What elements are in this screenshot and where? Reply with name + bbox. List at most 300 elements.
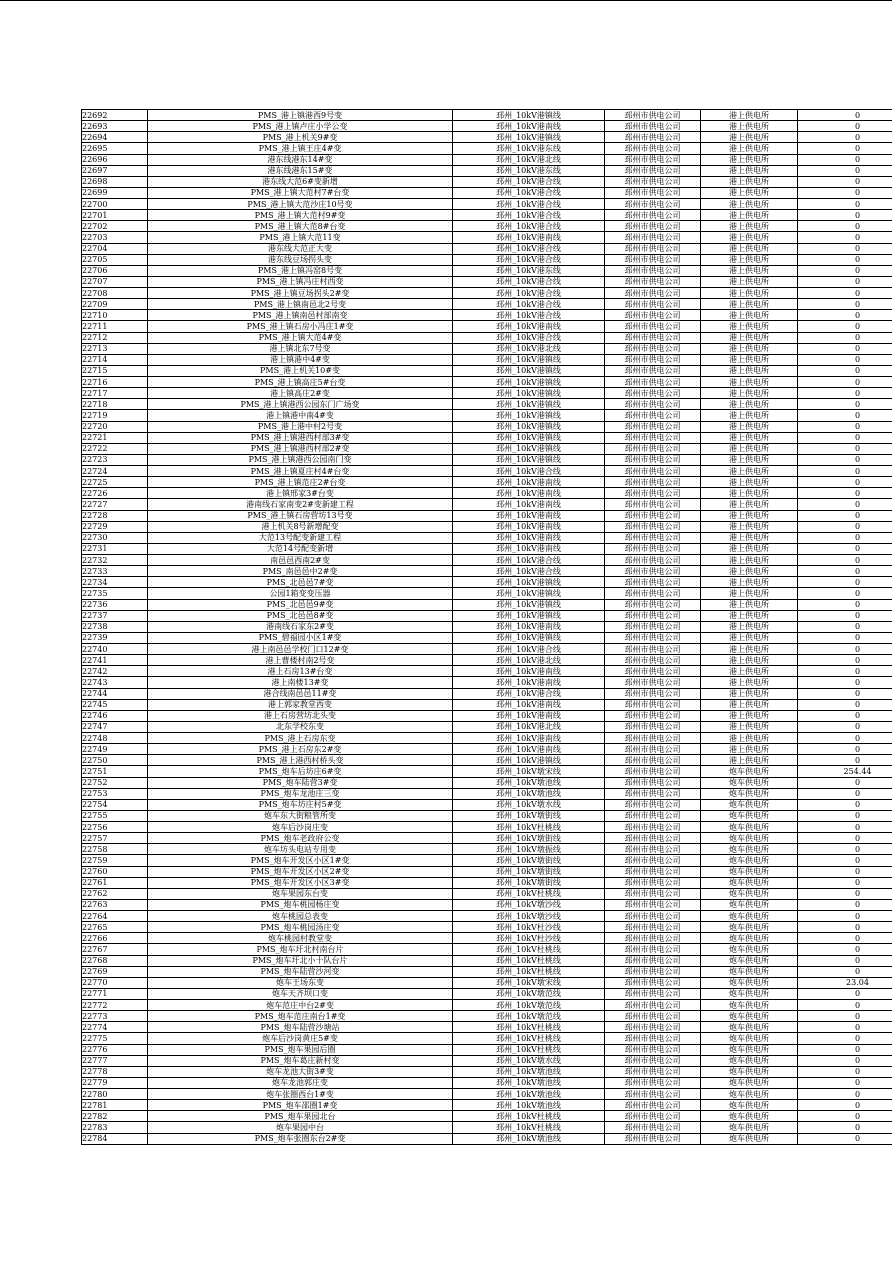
feeder-line-cell: 邳州_10kV墩沙线 bbox=[453, 899, 605, 910]
value-cell: 0 bbox=[798, 377, 892, 388]
feeder-line-cell: 邳州_10kV港北线 bbox=[453, 343, 605, 354]
feeder-line-cell: 邳州_10kV港合线 bbox=[453, 254, 605, 265]
station-cell: 港上供电所 bbox=[701, 632, 798, 643]
row-id-cell: 22723 bbox=[82, 454, 148, 465]
transformer-name-cell: 炮车坊头电站专用变 bbox=[148, 844, 453, 855]
row-id-cell: 22784 bbox=[82, 1133, 148, 1144]
value-cell: 0 bbox=[798, 1044, 892, 1055]
table-row bbox=[82, 154, 892, 165]
feeder-line-cell: 邳州_10kV港合线 bbox=[453, 176, 605, 187]
transformer-name-cell: 港上镇邢家3#台变 bbox=[148, 488, 453, 499]
transformer-name-cell: 大范14号配变新增 bbox=[148, 543, 453, 554]
value-cell: 0 bbox=[798, 855, 892, 866]
transformer-name-cell: 炮车桃园总表变 bbox=[148, 911, 453, 922]
value-cell: 0 bbox=[798, 833, 892, 844]
transformer-name-cell: 炮车龙池大街3#变 bbox=[148, 1066, 453, 1077]
table-row bbox=[82, 443, 892, 454]
transformer-name-cell: PMS_港上镇南邑北2号变 bbox=[148, 299, 453, 310]
transformer-name-cell: 炮车东大街粮管所变 bbox=[148, 810, 453, 821]
feeder-line-cell: 邳州_10kV港合线 bbox=[453, 288, 605, 299]
row-id-cell: 22752 bbox=[82, 777, 148, 788]
value-cell: 0 bbox=[798, 1133, 892, 1144]
value-cell: 0 bbox=[798, 165, 892, 176]
value-cell: 0 bbox=[798, 632, 892, 643]
company-cell: 邳州市供电公司 bbox=[605, 232, 701, 243]
station-cell: 炮车供电所 bbox=[701, 810, 798, 821]
station-cell: 炮车供电所 bbox=[701, 988, 798, 999]
value-cell: 0 bbox=[798, 110, 892, 121]
row-id-cell: 22711 bbox=[82, 321, 148, 332]
company-cell: 邳州市供电公司 bbox=[605, 254, 701, 265]
company-cell: 邳州市供电公司 bbox=[605, 844, 701, 855]
table-row bbox=[82, 855, 892, 866]
company-cell: 邳州市供电公司 bbox=[605, 121, 701, 132]
feeder-line-cell: 邳州_10kV港合线 bbox=[453, 221, 605, 232]
value-cell: 0 bbox=[798, 555, 892, 566]
transformer-name-cell: PMS_港上镇港西村部3#变 bbox=[148, 432, 453, 443]
value-cell: 0 bbox=[798, 210, 892, 221]
station-cell: 港上供电所 bbox=[701, 443, 798, 454]
table-row bbox=[82, 454, 892, 465]
station-cell: 港上供电所 bbox=[701, 388, 798, 399]
station-cell: 港上供电所 bbox=[701, 243, 798, 254]
row-id-cell: 22742 bbox=[82, 666, 148, 677]
transformer-name-cell: PMS_炮车果园后圈 bbox=[148, 1044, 453, 1055]
feeder-line-cell: 邳州_10kV港镇线 bbox=[453, 421, 605, 432]
transformer-name-cell: 港上南邑邑学校门口12#变 bbox=[148, 644, 453, 655]
transformer-name-cell: PMS_炮车后坊庄6#变 bbox=[148, 766, 453, 777]
value-cell: 0 bbox=[798, 265, 892, 276]
station-cell: 港上供电所 bbox=[701, 466, 798, 477]
table-row bbox=[82, 488, 892, 499]
company-cell: 邳州市供电公司 bbox=[605, 1044, 701, 1055]
station-cell: 炮车供电所 bbox=[701, 1011, 798, 1022]
value-cell: 0 bbox=[798, 299, 892, 310]
company-cell: 邳州市供电公司 bbox=[605, 1055, 701, 1066]
table-row bbox=[82, 1077, 892, 1088]
company-cell: 邳州市供电公司 bbox=[605, 210, 701, 221]
station-cell: 炮车供电所 bbox=[701, 799, 798, 810]
company-cell: 邳州市供电公司 bbox=[605, 388, 701, 399]
transformer-name-cell: PMS_炮车桃园汤庄变 bbox=[148, 922, 453, 933]
feeder-line-cell: 邳州_10kV港镇线 bbox=[453, 599, 605, 610]
row-id-cell: 22709 bbox=[82, 299, 148, 310]
transformer-name-cell: PMS_炮车陆营沙河变 bbox=[148, 966, 453, 977]
transformer-name-cell: PMS_港上镇豆场拐头2#变 bbox=[148, 288, 453, 299]
row-id-cell: 22758 bbox=[82, 844, 148, 855]
value-cell: 0 bbox=[798, 1122, 892, 1133]
feeder-line-cell: 邳州_10kV港镇线 bbox=[453, 443, 605, 454]
value-cell: 0 bbox=[798, 365, 892, 376]
row-id-cell: 22708 bbox=[82, 288, 148, 299]
row-id-cell: 22727 bbox=[82, 499, 148, 510]
station-cell: 港上供电所 bbox=[701, 755, 798, 766]
company-cell: 邳州市供电公司 bbox=[605, 799, 701, 810]
row-id-cell: 22760 bbox=[82, 866, 148, 877]
transformer-name-cell: PMS_港上镇范庄2#台变 bbox=[148, 477, 453, 488]
table-body bbox=[82, 110, 892, 1145]
row-id-cell: 22767 bbox=[82, 944, 148, 955]
transformer-name-cell: 港上机关8号新增配变 bbox=[148, 521, 453, 532]
company-cell: 邳州市供电公司 bbox=[605, 499, 701, 510]
feeder-line-cell: 邳州_10kV杜桃线 bbox=[453, 1022, 605, 1033]
station-cell: 港上供电所 bbox=[701, 254, 798, 265]
feeder-line-cell: 邳州_10kV港南线 bbox=[453, 744, 605, 755]
row-id-cell: 22759 bbox=[82, 855, 148, 866]
company-cell: 邳州市供电公司 bbox=[605, 610, 701, 621]
company-cell: 邳州市供电公司 bbox=[605, 110, 701, 121]
table-row bbox=[82, 1133, 892, 1144]
row-id-cell: 22730 bbox=[82, 532, 148, 543]
feeder-line-cell: 邳州_10kV港镇线 bbox=[453, 454, 605, 465]
row-id-cell: 22696 bbox=[82, 154, 148, 165]
row-id-cell: 22702 bbox=[82, 221, 148, 232]
value-cell: 0 bbox=[798, 466, 892, 477]
transformer-name-cell: PMS_港上镇港西公园东门广场变 bbox=[148, 399, 453, 410]
value-cell: 0 bbox=[798, 1022, 892, 1033]
value-cell: 0 bbox=[798, 399, 892, 410]
row-id-cell: 22770 bbox=[82, 977, 148, 988]
value-cell: 0 bbox=[798, 922, 892, 933]
table-row bbox=[82, 666, 892, 677]
station-cell: 港上供电所 bbox=[701, 321, 798, 332]
row-id-cell: 22754 bbox=[82, 799, 148, 810]
feeder-line-cell: 邳州_10kV杜沙线 bbox=[453, 933, 605, 944]
value-cell: 0 bbox=[798, 699, 892, 710]
transformer-name-cell: PMS_炮车果园北台 bbox=[148, 1111, 453, 1122]
row-id-cell: 22761 bbox=[82, 877, 148, 888]
company-cell: 邳州市供电公司 bbox=[605, 644, 701, 655]
row-id-cell: 22756 bbox=[82, 822, 148, 833]
station-cell: 炮车供电所 bbox=[701, 1111, 798, 1122]
company-cell: 邳州市供电公司 bbox=[605, 877, 701, 888]
transformer-name-cell: 港东线大范6#变新增 bbox=[148, 176, 453, 187]
value-cell: 0 bbox=[798, 644, 892, 655]
table-row bbox=[82, 844, 892, 855]
transformer-name-cell: PMS_港上镇港西9号变 bbox=[148, 110, 453, 121]
table-row bbox=[82, 276, 892, 287]
table-row bbox=[82, 866, 892, 877]
feeder-line-cell: 邳州_10kV墩范线 bbox=[453, 1011, 605, 1022]
value-cell: 0 bbox=[798, 176, 892, 187]
row-id-cell: 22774 bbox=[82, 1022, 148, 1033]
table-row bbox=[82, 688, 892, 699]
row-id-cell: 22734 bbox=[82, 577, 148, 588]
row-id-cell: 22720 bbox=[82, 421, 148, 432]
table-row bbox=[82, 577, 892, 588]
row-id-cell: 22695 bbox=[82, 143, 148, 154]
company-cell: 邳州市供电公司 bbox=[605, 1011, 701, 1022]
value-cell: 0 bbox=[798, 733, 892, 744]
station-cell: 港上供电所 bbox=[701, 621, 798, 632]
value-cell: 0 bbox=[798, 276, 892, 287]
station-cell: 港上供电所 bbox=[701, 299, 798, 310]
feeder-line-cell: 邳州_10kV港东线 bbox=[453, 265, 605, 276]
transformer-name-cell: PMS_港上镇卢庄小学公变 bbox=[148, 121, 453, 132]
table-row bbox=[82, 833, 892, 844]
company-cell: 邳州市供电公司 bbox=[605, 788, 701, 799]
row-id-cell: 22751 bbox=[82, 766, 148, 777]
feeder-line-cell: 邳州_10kV港南线 bbox=[453, 532, 605, 543]
value-cell: 0 bbox=[798, 488, 892, 499]
value-cell: 0 bbox=[798, 610, 892, 621]
value-cell: 0 bbox=[798, 788, 892, 799]
transformer-name-cell: PMS_炮车龙池庄三变 bbox=[148, 788, 453, 799]
table-row bbox=[82, 1011, 892, 1022]
feeder-line-cell: 邳州_10kV杜桃线 bbox=[453, 1044, 605, 1055]
value-cell: 0 bbox=[798, 432, 892, 443]
row-id-cell: 22719 bbox=[82, 410, 148, 421]
transformer-name-cell: 港合线南邑邑11#变 bbox=[148, 688, 453, 699]
table-row bbox=[82, 365, 892, 376]
row-id-cell: 22718 bbox=[82, 399, 148, 410]
transformer-name-cell: PMS_港上镇石房营坊13号变 bbox=[148, 510, 453, 521]
table-row bbox=[82, 710, 892, 721]
value-cell: 0 bbox=[798, 1100, 892, 1111]
value-cell: 0 bbox=[798, 1000, 892, 1011]
feeder-line-cell: 邳州_10kV墩振线 bbox=[453, 844, 605, 855]
company-cell: 邳州市供电公司 bbox=[605, 1033, 701, 1044]
value-cell: 0 bbox=[798, 410, 892, 421]
transformer-name-cell: 港上镇港中4#变 bbox=[148, 354, 453, 365]
transformer-name-cell: PMS_港上机关10#变 bbox=[148, 365, 453, 376]
station-cell: 炮车供电所 bbox=[701, 1089, 798, 1100]
feeder-line-cell: 邳州_10kV墩街线 bbox=[453, 855, 605, 866]
value-cell: 0 bbox=[798, 543, 892, 554]
station-cell: 港上供电所 bbox=[701, 132, 798, 143]
station-cell: 港上供电所 bbox=[701, 365, 798, 376]
station-cell: 港上供电所 bbox=[701, 644, 798, 655]
row-id-cell: 22694 bbox=[82, 132, 148, 143]
feeder-line-cell: 邳州_10kV港南线 bbox=[453, 510, 605, 521]
table-row bbox=[82, 265, 892, 276]
company-cell: 邳州市供电公司 bbox=[605, 1000, 701, 1011]
table-row bbox=[82, 755, 892, 766]
station-cell: 港上供电所 bbox=[701, 488, 798, 499]
company-cell: 邳州市供电公司 bbox=[605, 221, 701, 232]
company-cell: 邳州市供电公司 bbox=[605, 143, 701, 154]
company-cell: 邳州市供电公司 bbox=[605, 599, 701, 610]
row-id-cell: 22746 bbox=[82, 710, 148, 721]
row-id-cell: 22773 bbox=[82, 1011, 148, 1022]
feeder-line-cell: 邳州_10kV墩宋线 bbox=[453, 766, 605, 777]
company-cell: 邳州市供电公司 bbox=[605, 488, 701, 499]
company-cell: 邳州市供电公司 bbox=[605, 677, 701, 688]
row-id-cell: 22721 bbox=[82, 432, 148, 443]
table-row bbox=[82, 1122, 892, 1133]
value-cell: 0 bbox=[798, 810, 892, 821]
transformer-name-cell: PMS_港上港中村2号变 bbox=[148, 421, 453, 432]
row-id-cell: 22765 bbox=[82, 922, 148, 933]
feeder-line-cell: 邳州_10kV港合线 bbox=[453, 555, 605, 566]
value-cell: 0 bbox=[798, 443, 892, 454]
table-row bbox=[82, 399, 892, 410]
value-cell: 0 bbox=[798, 143, 892, 154]
row-id-cell: 22724 bbox=[82, 466, 148, 477]
transformer-name-cell: PMS_炮车邵圈1#变 bbox=[148, 1100, 453, 1111]
row-id-cell: 22717 bbox=[82, 388, 148, 399]
table-row bbox=[82, 1100, 892, 1111]
company-cell: 邳州市供电公司 bbox=[605, 432, 701, 443]
row-id-cell: 22712 bbox=[82, 332, 148, 343]
row-id-cell: 22697 bbox=[82, 165, 148, 176]
station-cell: 港上供电所 bbox=[701, 110, 798, 121]
company-cell: 邳州市供电公司 bbox=[605, 165, 701, 176]
value-cell: 0 bbox=[798, 822, 892, 833]
feeder-line-cell: 邳州_10kV港镇线 bbox=[453, 432, 605, 443]
value-cell: 0 bbox=[798, 744, 892, 755]
table-row bbox=[82, 421, 892, 432]
station-cell: 港上供电所 bbox=[701, 165, 798, 176]
table-row bbox=[82, 1033, 892, 1044]
station-cell: 炮车供电所 bbox=[701, 1055, 798, 1066]
transformer-name-cell: PMS_港上镇夏庄村4#台变 bbox=[148, 466, 453, 477]
transformer-name-cell: PMS_港上镇冯窑8号变 bbox=[148, 265, 453, 276]
station-cell: 炮车供电所 bbox=[701, 977, 798, 988]
table-row bbox=[82, 977, 892, 988]
transformer-name-cell: 港南线石家东2#变 bbox=[148, 621, 453, 632]
row-id-cell: 22710 bbox=[82, 310, 148, 321]
value-cell: 0 bbox=[798, 577, 892, 588]
value-cell: 0 bbox=[798, 566, 892, 577]
station-cell: 港上供电所 bbox=[701, 566, 798, 577]
station-cell: 炮车供电所 bbox=[701, 1066, 798, 1077]
feeder-line-cell: 邳州_10kV港镇线 bbox=[453, 110, 605, 121]
station-cell: 炮车供电所 bbox=[701, 1077, 798, 1088]
value-cell: 0 bbox=[798, 499, 892, 510]
company-cell: 邳州市供电公司 bbox=[605, 822, 701, 833]
company-cell: 邳州市供电公司 bbox=[605, 588, 701, 599]
table-row bbox=[82, 966, 892, 977]
transformer-name-cell: PMS_港上镇港西公园南门变 bbox=[148, 454, 453, 465]
company-cell: 邳州市供电公司 bbox=[605, 855, 701, 866]
transformer-name-cell: PMS_炮车陆营3#变 bbox=[148, 777, 453, 788]
company-cell: 邳州市供电公司 bbox=[605, 777, 701, 788]
row-id-cell: 22715 bbox=[82, 365, 148, 376]
row-id-cell: 22779 bbox=[82, 1077, 148, 1088]
table-row bbox=[82, 955, 892, 966]
feeder-line-cell: 邳州_10kV港南线 bbox=[453, 710, 605, 721]
row-id-cell: 22755 bbox=[82, 810, 148, 821]
row-id-cell: 22763 bbox=[82, 899, 148, 910]
transformer-name-cell: 公园1箱变变压器 bbox=[148, 588, 453, 599]
station-cell: 港上供电所 bbox=[701, 477, 798, 488]
table-row bbox=[82, 644, 892, 655]
company-cell: 邳州市供电公司 bbox=[605, 955, 701, 966]
transformer-name-cell: 港上镇北东7号变 bbox=[148, 343, 453, 354]
value-cell: 0 bbox=[798, 332, 892, 343]
transformer-name-cell: 炮车张圈西台1#变 bbox=[148, 1089, 453, 1100]
station-cell: 炮车供电所 bbox=[701, 1133, 798, 1144]
value-cell: 0 bbox=[798, 621, 892, 632]
transformer-name-cell: 港上镇高庄2#变 bbox=[148, 388, 453, 399]
station-cell: 港上供电所 bbox=[701, 532, 798, 543]
feeder-line-cell: 邳州_10kV墩街线 bbox=[453, 877, 605, 888]
feeder-line-cell: 邳州_10kV港合线 bbox=[453, 299, 605, 310]
table-row bbox=[82, 777, 892, 788]
feeder-line-cell: 邳州_10kV港合线 bbox=[453, 566, 605, 577]
transformer-name-cell: 港上曹楼村南2号变 bbox=[148, 655, 453, 666]
station-cell: 港上供电所 bbox=[701, 744, 798, 755]
value-cell: 0 bbox=[798, 1033, 892, 1044]
feeder-line-cell: 邳州_10kV港北线 bbox=[453, 154, 605, 165]
feeder-line-cell: 邳州_10kV杜桃线 bbox=[453, 1033, 605, 1044]
transformer-name-cell: PMS_碧福园小区1#变 bbox=[148, 632, 453, 643]
value-cell: 0 bbox=[798, 510, 892, 521]
value-cell: 0 bbox=[798, 721, 892, 732]
table-row bbox=[82, 165, 892, 176]
company-cell: 邳州市供电公司 bbox=[605, 410, 701, 421]
feeder-line-cell: 邳州_10kV墩街线 bbox=[453, 866, 605, 877]
company-cell: 邳州市供电公司 bbox=[605, 321, 701, 332]
company-cell: 邳州市供电公司 bbox=[605, 988, 701, 999]
feeder-line-cell: 邳州_10kV港镇线 bbox=[453, 132, 605, 143]
table-row bbox=[82, 632, 892, 643]
row-id-cell: 22714 bbox=[82, 354, 148, 365]
value-cell: 0 bbox=[798, 343, 892, 354]
value-cell: 0 bbox=[798, 221, 892, 232]
company-cell: 邳州市供电公司 bbox=[605, 833, 701, 844]
table-row bbox=[82, 766, 892, 777]
table-row bbox=[82, 1000, 892, 1011]
value-cell: 0 bbox=[798, 844, 892, 855]
company-cell: 邳州市供电公司 bbox=[605, 1100, 701, 1111]
transformer-name-cell: PMS_港上镇大范沙庄10号变 bbox=[148, 199, 453, 210]
value-cell: 0 bbox=[798, 121, 892, 132]
company-cell: 邳州市供电公司 bbox=[605, 276, 701, 287]
station-cell: 炮车供电所 bbox=[701, 1044, 798, 1055]
station-cell: 港上供电所 bbox=[701, 187, 798, 198]
row-id-cell: 22716 bbox=[82, 377, 148, 388]
station-cell: 港上供电所 bbox=[701, 354, 798, 365]
row-id-cell: 22777 bbox=[82, 1055, 148, 1066]
row-id-cell: 22737 bbox=[82, 610, 148, 621]
value-cell: 0 bbox=[798, 254, 892, 265]
row-id-cell: 22728 bbox=[82, 510, 148, 521]
data-table bbox=[81, 109, 892, 1145]
station-cell: 炮车供电所 bbox=[701, 911, 798, 922]
table-row bbox=[82, 822, 892, 833]
value-cell: 0 bbox=[798, 777, 892, 788]
station-cell: 炮车供电所 bbox=[701, 844, 798, 855]
value-cell: 0 bbox=[798, 755, 892, 766]
row-id-cell: 22743 bbox=[82, 677, 148, 688]
transformer-name-cell: PMS_炮车老政府公变 bbox=[148, 833, 453, 844]
feeder-line-cell: 邳州_10kV港合线 bbox=[453, 187, 605, 198]
station-cell: 炮车供电所 bbox=[701, 777, 798, 788]
feeder-line-cell: 邳州_10kV杜桃线 bbox=[453, 944, 605, 955]
station-cell: 港上供电所 bbox=[701, 699, 798, 710]
table-row bbox=[82, 810, 892, 821]
transformer-name-cell: 港上郭家教堂西变 bbox=[148, 699, 453, 710]
feeder-line-cell: 邳州_10kV港南线 bbox=[453, 121, 605, 132]
value-cell: 0 bbox=[798, 1055, 892, 1066]
row-id-cell: 22780 bbox=[82, 1089, 148, 1100]
table-row bbox=[82, 210, 892, 221]
row-id-cell: 22725 bbox=[82, 477, 148, 488]
feeder-line-cell: 邳州_10kV杜桃线 bbox=[453, 1122, 605, 1133]
station-cell: 港上供电所 bbox=[701, 332, 798, 343]
value-cell: 0 bbox=[798, 877, 892, 888]
row-id-cell: 22776 bbox=[82, 1044, 148, 1055]
station-cell: 港上供电所 bbox=[701, 688, 798, 699]
station-cell: 港上供电所 bbox=[701, 655, 798, 666]
transformer-name-cell: 炮车桃园村教堂变 bbox=[148, 933, 453, 944]
transformer-name-cell: 港东线港东14#变 bbox=[148, 154, 453, 165]
feeder-line-cell: 邳州_10kV港南线 bbox=[453, 321, 605, 332]
company-cell: 邳州市供电公司 bbox=[605, 888, 701, 899]
feeder-line-cell: 邳州_10kV港合线 bbox=[453, 688, 605, 699]
